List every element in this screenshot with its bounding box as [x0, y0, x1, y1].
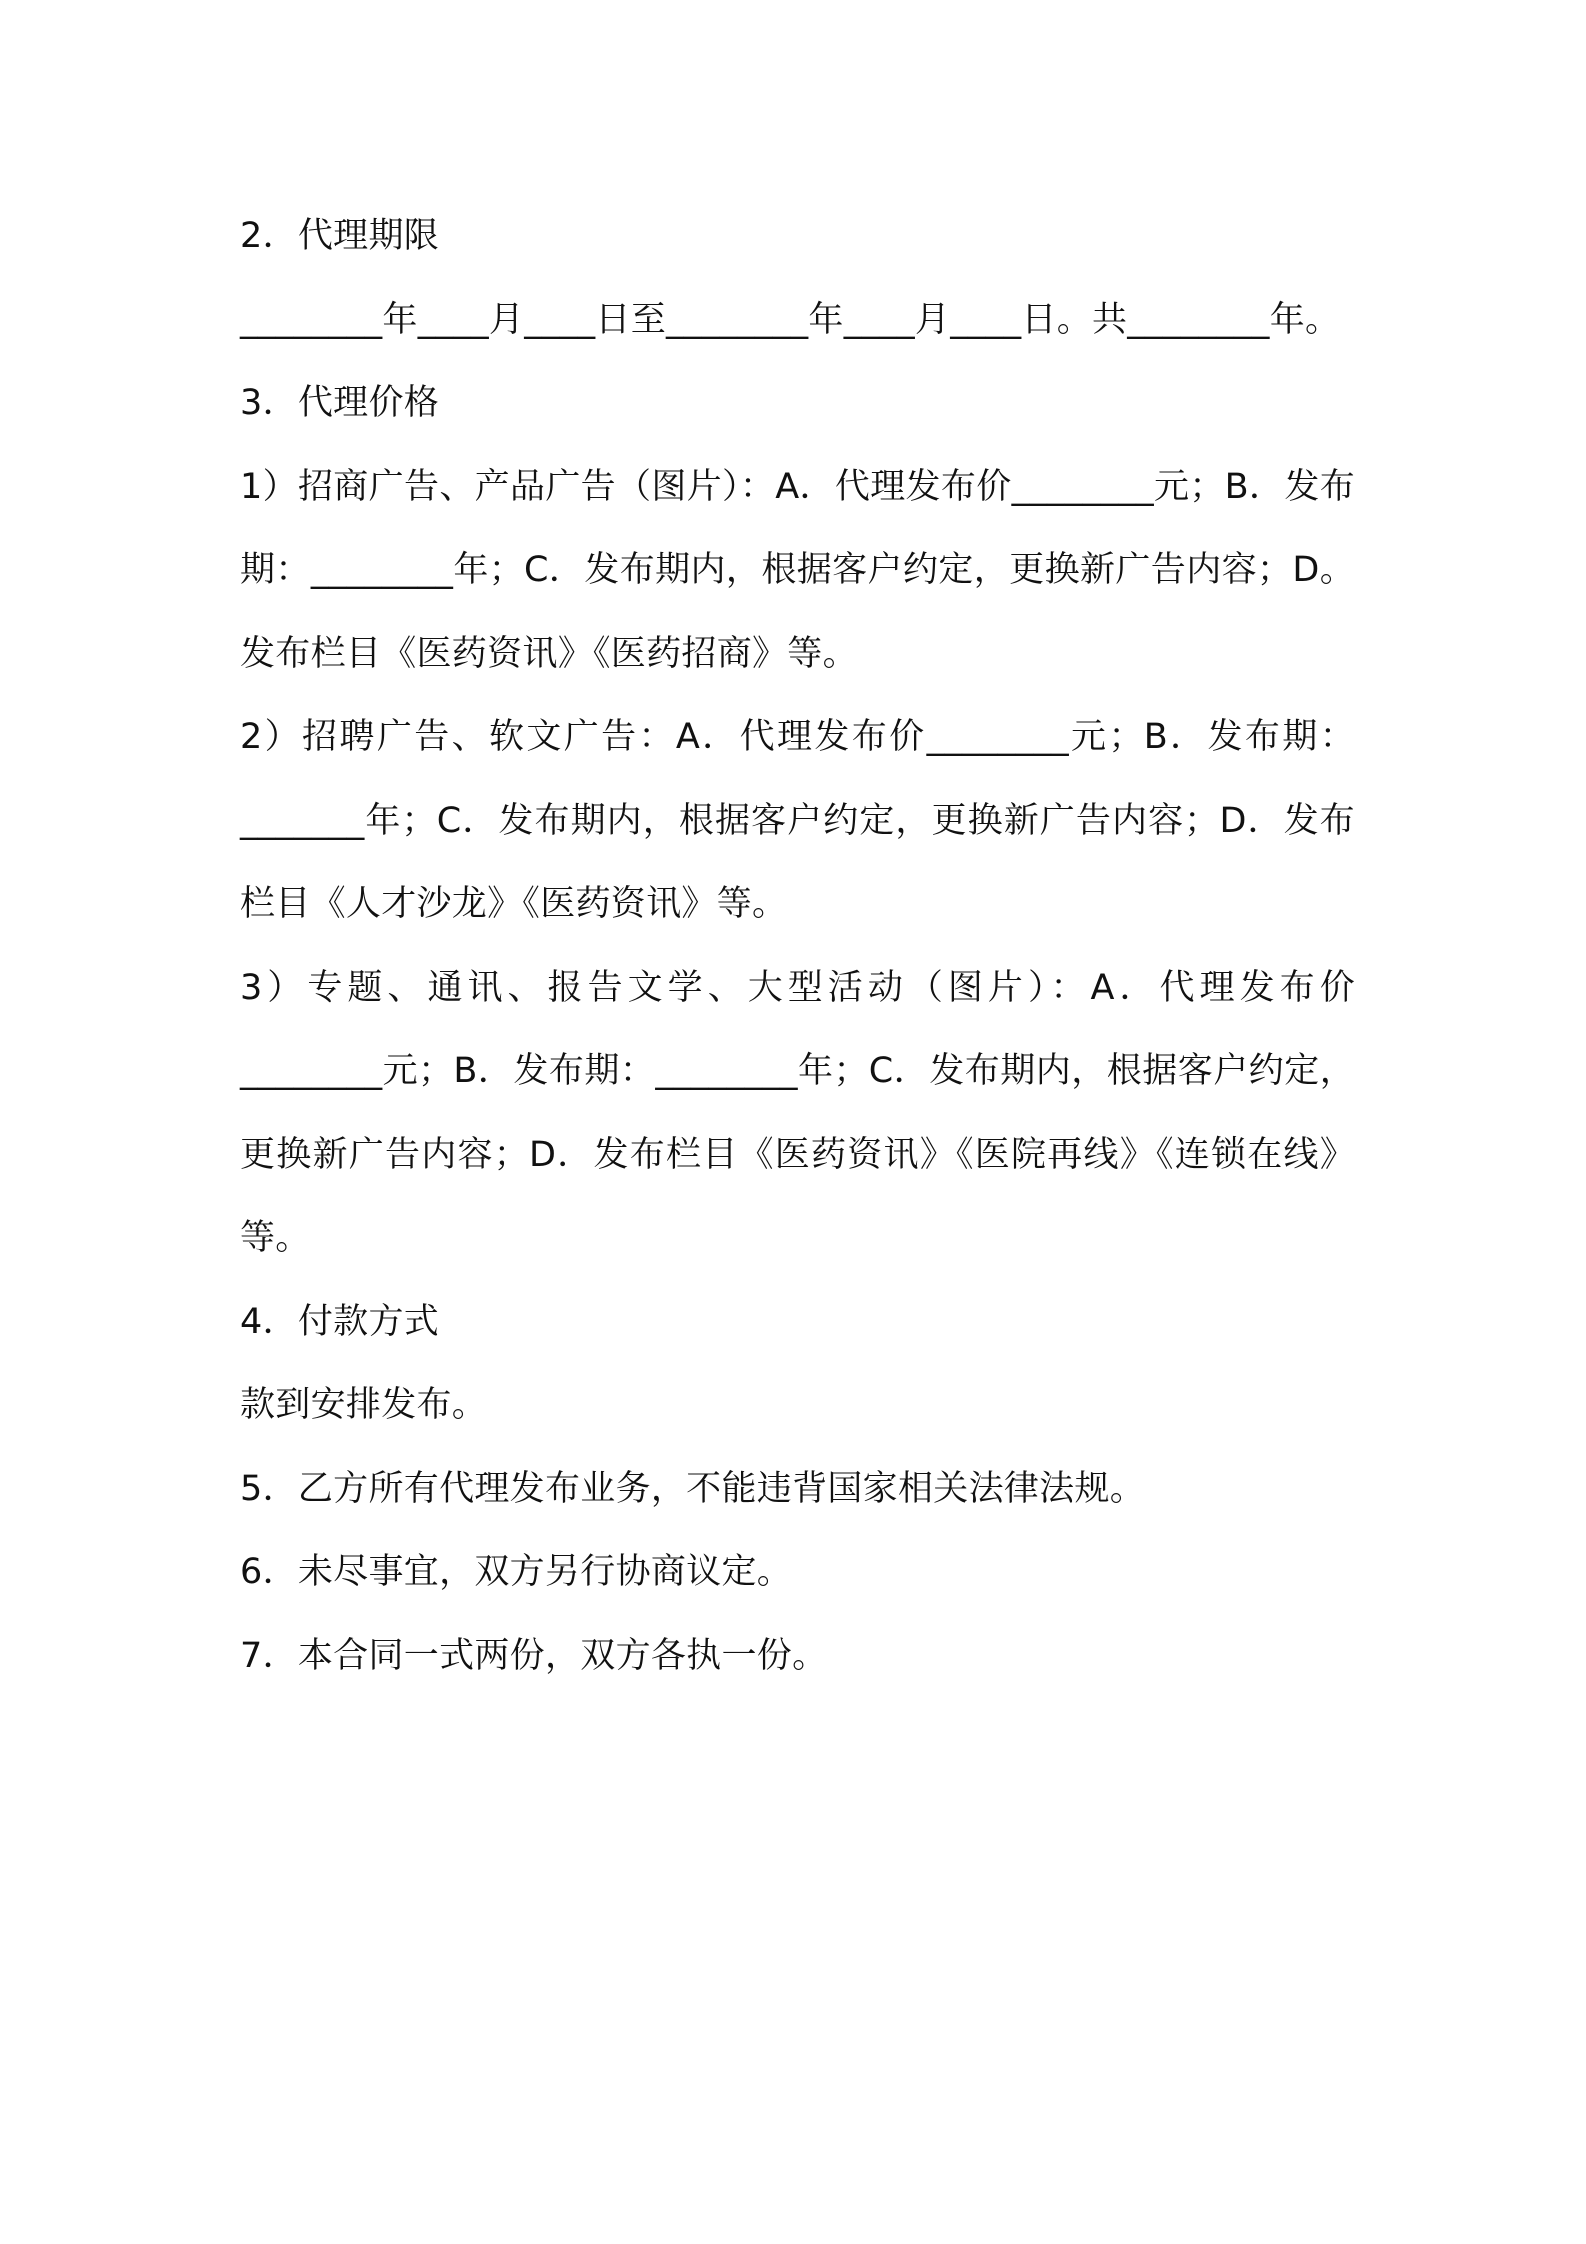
document-body	[240, 195, 1355, 1698]
section-heading-payment: 4．付款方式	[240, 1301, 440, 1342]
price-item-investment-ads: 1）招商广告、产品广告（图片）：A．代理发布价________元；B．发布期：________年；C．发布期内，根据客户约定，更换新广告内容；D。发布栏目《医药资讯》《医药招商》等。	[240, 466, 1355, 674]
clause-other-matters: 6．未尽事宜，双方另行协商议定。	[240, 1552, 793, 1592]
section-heading-agency-price: 3．代理价格	[240, 383, 440, 423]
payment-terms: 款到安排发布。	[240, 1385, 488, 1425]
price-item-special-topics: 3）专题、通讯、报告文学、大型活动（图片）：A．代理发布价________元；B．发布期：________年；C．发布期内，根据客户约定，更换新广告内容；D．发布栏目《医药资讯》《医院再线》《连锁在线》等。	[240, 967, 1355, 1258]
agency-term-dates: ________年____月____日至________年____月____日。共________年。	[240, 299, 1341, 340]
section-heading-agency-term: 2．代理期限	[240, 216, 440, 256]
clause-legal-compliance: 5．乙方所有代理发布业务，不能违背国家相关法律法规。	[240, 1468, 1146, 1509]
clause-copies: 7．本合同一式两份，双方各执一份。	[240, 1635, 828, 1676]
price-item-recruitment-ads: 2）招聘广告、软文广告：A．代理发布价________元；B．发布期：_______年；C．发布期内，根据客户约定，更换新广告内容；D．发布栏目《人才沙龙》《医药资讯》等。	[240, 717, 1355, 924]
